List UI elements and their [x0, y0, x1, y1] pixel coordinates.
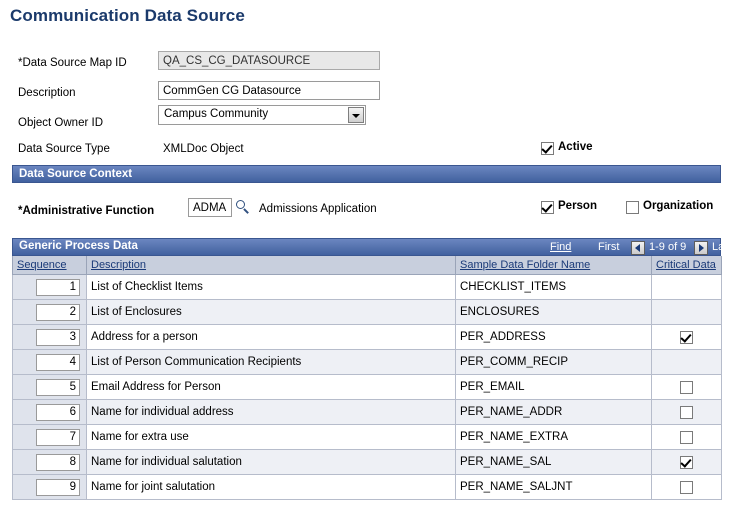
sequence-input[interactable] [36, 379, 80, 396]
sequence-cell [13, 325, 87, 350]
data-source-context-header: Data Source Context [12, 165, 721, 183]
organization-checkbox[interactable] [626, 201, 639, 214]
table-row [13, 450, 722, 475]
folder-cell: PER_NAME_ADDR [456, 400, 652, 425]
folder-cell: ENCLOSURES [456, 300, 652, 325]
critical-data-cell [652, 325, 722, 350]
description-cell: Name for individual address [87, 400, 456, 425]
description-label: Description [18, 87, 76, 99]
search-icon[interactable] [236, 200, 251, 215]
description-cell: Name for extra use [87, 425, 456, 450]
critical-data-checkbox[interactable] [680, 481, 693, 494]
previous-page-button[interactable] [631, 241, 645, 255]
critical-data-cell [652, 375, 722, 400]
data-source-type-value: XMLDoc Object [163, 143, 244, 155]
row-range: 1-9 of 9 [649, 241, 687, 253]
administrative-function-label: *Administrative Function [18, 205, 155, 217]
sequence-cell [13, 450, 87, 475]
object-owner-id-label: Object Owner ID [18, 117, 103, 129]
administrative-function-value[interactable]: ADMA [188, 198, 232, 217]
generic-process-data-header [12, 238, 733, 256]
sequence-input[interactable] [36, 454, 80, 471]
critical-data-checkbox[interactable] [680, 431, 693, 444]
table-row [13, 350, 722, 375]
critical-data-cell [652, 475, 722, 500]
sequence-cell [13, 375, 87, 400]
description-cell: List of Enclosures [87, 300, 456, 325]
first-link[interactable]: First [598, 241, 620, 253]
critical-data-checkbox[interactable] [680, 456, 693, 469]
table-row [13, 325, 722, 350]
administrative-function-description: Admissions Application [259, 203, 377, 215]
critical-data-cell [652, 425, 722, 450]
folder-cell: PER_NAME_EXTRA [456, 425, 652, 450]
critical-data-cell [652, 450, 722, 475]
critical-data-cell [652, 400, 722, 425]
sequence-cell [13, 350, 87, 375]
description-cell: Email Address for Person [87, 375, 456, 400]
person-checkbox[interactable] [541, 201, 554, 214]
chevron-down-icon[interactable] [348, 107, 364, 123]
critical-data-cell [652, 275, 722, 300]
sequence-cell [13, 475, 87, 500]
table-row [13, 475, 722, 500]
folder-cell: PER_EMAIL [456, 375, 652, 400]
table-row [13, 300, 722, 325]
sequence-input[interactable] [36, 404, 80, 421]
table-row [13, 400, 722, 425]
description-cell: Name for joint salutation [87, 475, 456, 500]
active-label: Active [558, 141, 593, 153]
folder-cell: PER_NAME_SALJNT [456, 475, 652, 500]
table-row [13, 275, 722, 300]
page-title: Communication Data Source [10, 6, 245, 25]
grid-header-row [13, 256, 722, 275]
sequence-cell [13, 425, 87, 450]
last-link[interactable]: Last [712, 241, 733, 253]
data-source-type-label: Data Source Type [18, 143, 110, 155]
data-source-map-id-label: *Data Source Map ID [18, 57, 127, 69]
folder-cell: PER_NAME_SAL [456, 450, 652, 475]
sequence-cell [13, 400, 87, 425]
active-checkbox[interactable] [541, 142, 554, 155]
folder-cell: PER_ADDRESS [456, 325, 652, 350]
object-owner-id-select[interactable] [158, 105, 366, 125]
generic-process-data-grid [12, 256, 722, 500]
find-link[interactable]: Find [550, 241, 572, 253]
data-source-map-id-input[interactable] [158, 51, 380, 70]
next-page-button[interactable] [694, 241, 708, 255]
organization-label: Organization [643, 200, 714, 212]
description-input[interactable] [158, 81, 380, 100]
sequence-cell [13, 275, 87, 300]
description-cell: List of Checklist Items [87, 275, 456, 300]
description-cell: Name for individual salutation [87, 450, 456, 475]
table-row [13, 375, 722, 400]
folder-cell: PER_COMM_RECIP [456, 350, 652, 375]
column-header-description[interactable]: Description [87, 256, 456, 275]
description-cell: List of Person Communication Recipients [87, 350, 456, 375]
grid-title: Generic Process Data [19, 240, 138, 252]
sequence-input[interactable] [36, 354, 80, 371]
sequence-input[interactable] [36, 329, 80, 346]
folder-cell: CHECKLIST_ITEMS [456, 275, 652, 300]
sequence-input[interactable] [36, 304, 80, 321]
table-row [13, 425, 722, 450]
column-header-sequence[interactable]: Sequence [13, 256, 87, 275]
column-header-sample-data-folder-name[interactable]: Sample Data Folder Name [456, 256, 652, 275]
critical-data-checkbox[interactable] [680, 381, 693, 394]
sequence-input[interactable] [36, 479, 80, 496]
sequence-input[interactable] [36, 279, 80, 296]
critical-data-checkbox[interactable] [680, 331, 693, 344]
person-label: Person [558, 200, 597, 212]
description-cell: Address for a person [87, 325, 456, 350]
critical-data-cell [652, 350, 722, 375]
sequence-cell [13, 300, 87, 325]
critical-data-checkbox[interactable] [680, 406, 693, 419]
critical-data-cell [652, 300, 722, 325]
sequence-input[interactable] [36, 429, 80, 446]
object-owner-id-value: Campus Community [164, 108, 269, 120]
column-header-critical-data[interactable]: Critical Data [652, 256, 722, 275]
